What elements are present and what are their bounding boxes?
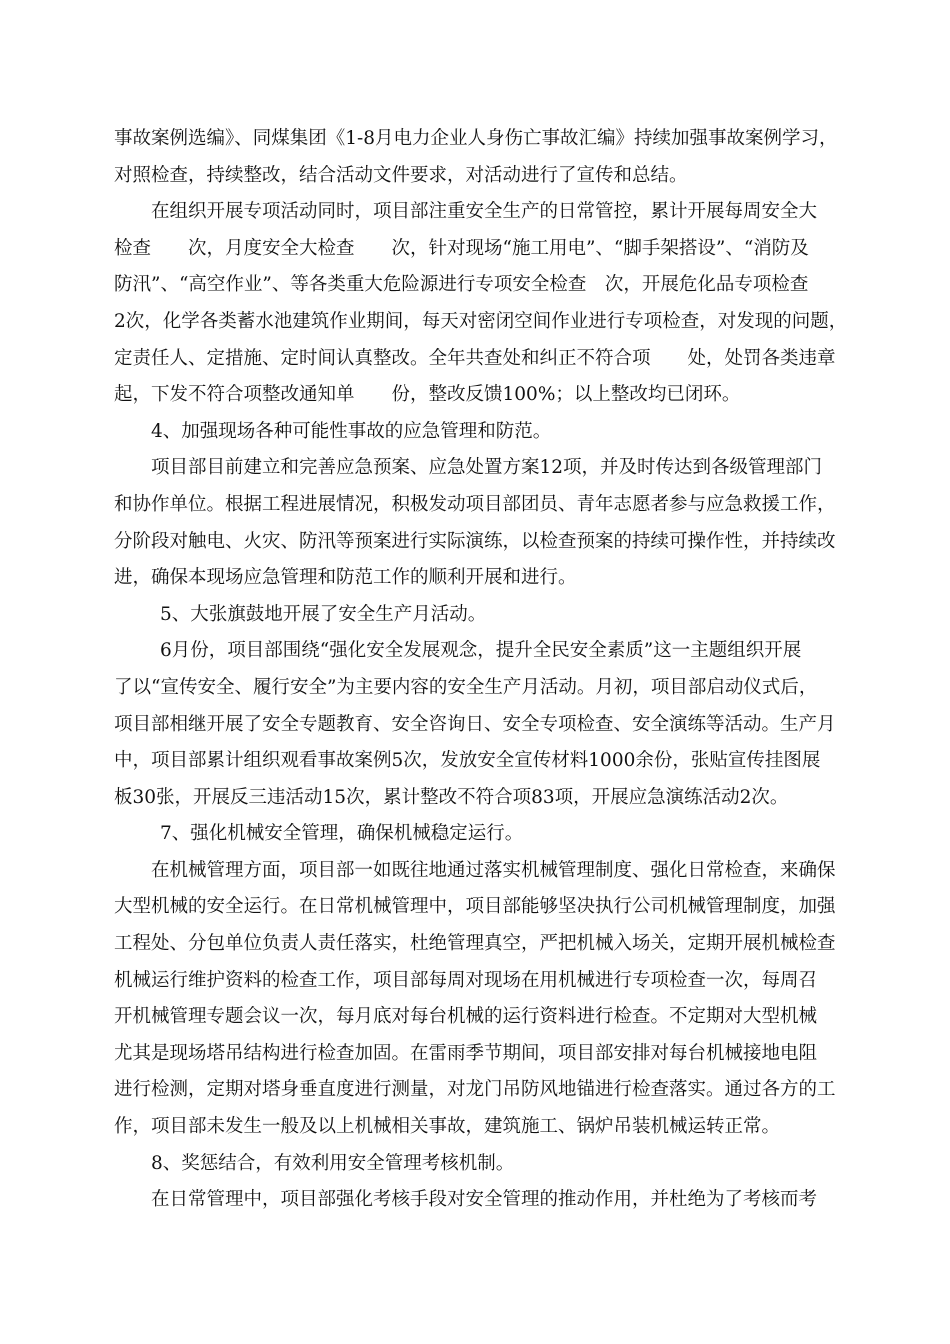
paragraph-first-line: 在日常管理中，项目部强化考核手段对安全管理的推动作用，并杜绝为了考核而考: [151, 1189, 818, 1211]
text-line: 进行检测，定期对塔身垂直度进行测量，对龙门吊防风地锚进行检查落实。通过各方的工: [114, 1079, 836, 1101]
text-line: 作，项目部未发生一般及以上机械相关事故，建筑施工、锅炉吊装机械运转正常。: [114, 1116, 781, 1138]
paragraph-first-line: 项目部目前建立和完善应急预案、应急处置方案12项，并及时传达到各级管理部门: [151, 457, 823, 479]
paragraph-first-line: 在机械管理方面，项目部一如既往地通过落实机械管理制度、强化日常检查，来确保: [151, 859, 836, 881]
text-line: 机械运行维护资料的检查工作，项目部每周对现场在用机械进行专项检查一次，每周召: [114, 969, 818, 991]
section-heading-8: 8、奖惩结合，有效利用安全管理考核机制。: [151, 1152, 515, 1174]
text-line: 板30张，开展反三违活动15次，累计整改不符合项83项，开展应急演练活动2次。: [114, 786, 789, 808]
paragraph-first-line: 6月份，项目部围绕“强化安全发展观念，提升全民安全素质”这一主题组织开展: [160, 640, 802, 662]
text-line: 2次，化学各类蓄水池建筑作业期间，每天对密闭空间作业进行专项检查，对发现的问题，: [114, 310, 848, 332]
text-line: 尤其是现场塔吊结构进行检查加固。在雷雨季节期间，项目部安排对每台机械接地电阻: [114, 1042, 818, 1064]
text-line: 进，确保本现场应急管理和防范工作的顺利开展和进行。: [114, 567, 577, 589]
text-line: 中，项目部累计组织观看事故案例5次，发放安全宣传材料1000余份，张贴宣传挂图展: [114, 750, 821, 772]
section-heading-4: 4、加强现场各种可能性事故的应急管理和防范。: [151, 420, 552, 442]
text-line: 起，下发不符合项整改通知单 份，整改反馈100%；以上整改均已闭环。: [114, 384, 741, 406]
body-text: [114, 121, 850, 1219]
text-line: 事故案例选编》、同煤集团《1-8月电力企业人身伤亡事故汇编》持续加强事故案例学习，: [114, 128, 838, 149]
text-line: 了以“宣传安全、履行安全”为主要内容的安全生产月活动。月初，项目部启动仪式后，: [114, 676, 818, 698]
text-line: 检查 次，月度安全大检查 次，针对现场“施工用电”、“脚手架搭设”、“消防及: [114, 237, 809, 259]
text-line: 项目部相继开展了安全专题教育、安全咨询日、安全专项检查、安全演练等活动。生产月: [114, 713, 836, 735]
text-line: 分阶段对触电、火灾、防汛等预案进行实际演练，以检查预案的持续可操作性，并持续改: [114, 530, 836, 552]
text-line: 对照检查，持续整改，结合活动文件要求，对活动进行了宣传和总结。: [114, 164, 688, 186]
text-line: 大型机械的安全运行。在日常机械管理中，项目部能够坚决执行公司机械管理制度，加强: [114, 896, 836, 918]
text-line: 定责任人、定措施、定时间认真整改。全年共查处和纠正不符合项 处，处罚各类违章: [114, 347, 836, 369]
text-line: 防汛”、“高空作业”、等各类重大危险源进行专项安全检查 次，开展危化品专项检查: [114, 274, 809, 296]
text-line: 工程处、分包单位负责人责任落实，杜绝管理真空，严把机械入场关，定期开展机械检查: [114, 933, 836, 955]
section-heading-7: 7、强化机械安全管理，确保机械稳定运行。: [160, 823, 524, 845]
text-line: 和协作单位。根据工程进展情况，积极发动项目部团员、青年志愿者参与应急救援工作，: [114, 493, 836, 515]
text-line: 开机械管理专题会议一次，每月底对每台机械的运行资料进行检查。不定期对大型机械: [114, 1006, 818, 1028]
section-heading-5: 5、大张旗鼓地开展了安全生产月活动。: [160, 603, 487, 625]
paragraph-first-line: 在组织开展专项活动同时，项目部注重安全生产的日常管控，累计开展每周安全大: [151, 201, 818, 223]
